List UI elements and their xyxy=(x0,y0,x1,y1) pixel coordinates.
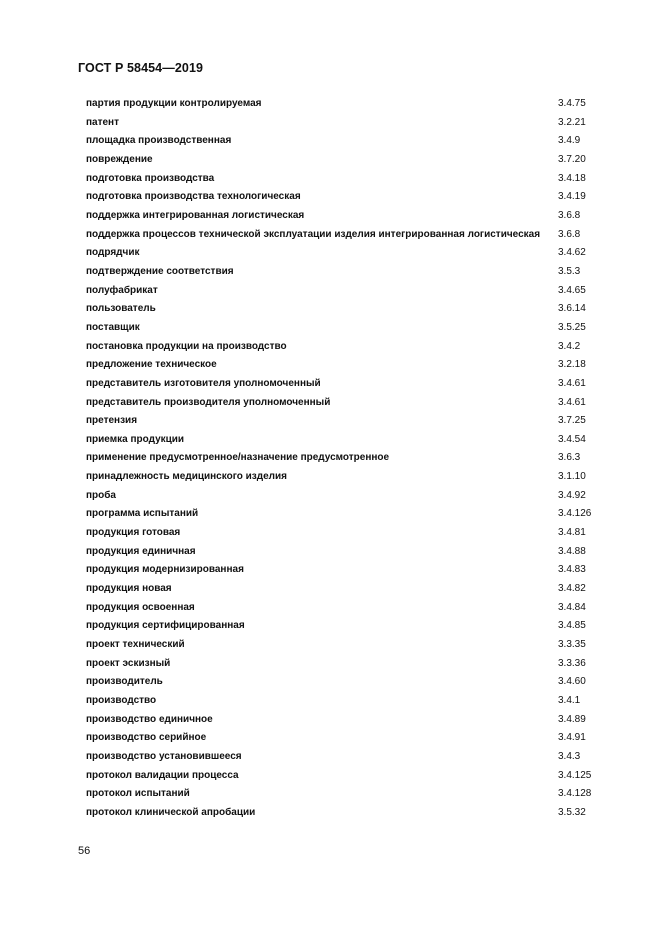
entry-term: протокол испытаний xyxy=(86,788,190,800)
index-entry xyxy=(86,505,606,524)
entry-term: поддержка процессов технической эксплуатации изделия интегрированная логистическая xyxy=(86,228,541,240)
index-entry xyxy=(86,449,606,468)
entry-reference: 3.6.14 xyxy=(558,303,586,315)
entry-reference: 3.4.75 xyxy=(558,98,586,109)
entry-reference: 3.4.125 xyxy=(558,769,592,781)
entry-reference: 3.3.35 xyxy=(558,639,586,651)
entry-reference: 3.6.8 xyxy=(558,209,581,221)
entry-reference: 3.4.62 xyxy=(558,247,586,259)
term-index xyxy=(86,95,606,823)
entry-reference: 3.6.3 xyxy=(558,452,581,464)
entry-term: полуфабрикат xyxy=(86,284,158,296)
index-entry xyxy=(86,468,606,487)
index-entry xyxy=(86,244,606,263)
entry-reference: 3.4.126 xyxy=(558,508,592,520)
entry-term: площадка производственная xyxy=(86,135,232,147)
entry-term: продукция новая xyxy=(86,583,172,595)
index-entry xyxy=(86,151,606,170)
index-entry xyxy=(86,338,606,357)
entry-term: представитель изготовителя уполномоченный xyxy=(86,377,321,389)
entry-reference: 3.1.10 xyxy=(558,471,586,483)
index-entry xyxy=(86,711,606,730)
index-entry xyxy=(86,673,606,692)
entry-reference: 3.4.65 xyxy=(558,284,586,296)
entry-term: проект технический xyxy=(86,639,185,651)
entry-reference: 3.4.61 xyxy=(558,396,586,408)
entry-reference: 3.4.85 xyxy=(558,620,586,632)
entry-reference: 3.5.32 xyxy=(558,806,586,818)
entry-reference: 3.6.8 xyxy=(558,228,581,240)
entry-reference: 3.2.18 xyxy=(558,359,586,371)
entry-term: предложение техническое xyxy=(86,359,217,371)
entry-term: проба xyxy=(86,489,116,501)
index-entry xyxy=(86,300,606,319)
entry-term: приемка продукции xyxy=(86,433,185,445)
entry-term: проект эскизный xyxy=(86,657,171,669)
entry-term: производство установившееся xyxy=(86,750,242,762)
index-entry xyxy=(86,207,606,226)
entry-reference: 3.5.3 xyxy=(558,265,581,277)
index-entry xyxy=(86,319,606,338)
entry-term: поддержка интегрированная логистическая xyxy=(86,209,305,221)
entry-term: продукция сертифицированная xyxy=(86,620,245,632)
index-entry xyxy=(86,394,606,413)
entry-reference: 3.4.18 xyxy=(558,172,586,184)
index-entry xyxy=(86,692,606,711)
entry-reference: 3.4.128 xyxy=(558,788,592,800)
entry-reference: 3.4.9 xyxy=(558,135,581,147)
entry-reference: 3.4.60 xyxy=(558,676,586,688)
index-entry xyxy=(86,804,606,823)
index-entry xyxy=(86,375,606,394)
index-entry xyxy=(86,356,606,375)
entry-term: подготовка производства xyxy=(86,172,215,184)
entry-term: подрядчик xyxy=(86,247,140,259)
index-entry xyxy=(86,282,606,301)
entry-term: представитель производителя уполномоченный xyxy=(86,396,331,408)
entry-term: производство единичное xyxy=(86,713,213,725)
entry-term: производитель xyxy=(86,676,163,688)
entry-term: программа испытаний xyxy=(86,508,199,520)
index-entry xyxy=(86,188,606,207)
entry-term: продукция готовая xyxy=(86,527,181,539)
index-entry xyxy=(86,487,606,506)
index-entry xyxy=(86,599,606,618)
index-entry xyxy=(86,767,606,786)
index-entry xyxy=(86,114,606,133)
entry-term: поставщик xyxy=(86,321,140,333)
index-entry xyxy=(86,655,606,674)
entry-reference: 3.4.61 xyxy=(558,377,586,389)
entry-term: применение предусмотренное/назначение предусмотренное xyxy=(86,452,390,464)
entry-reference: 3.4.3 xyxy=(558,750,581,762)
entry-reference: 3.4.92 xyxy=(558,489,586,501)
entry-term: производство серийное xyxy=(86,732,207,744)
entry-term: партия продукции контролируемая xyxy=(86,98,262,109)
entry-term: постановка продукции на производство xyxy=(86,340,287,352)
index-entry xyxy=(86,748,606,767)
entry-term: продукция модернизированная xyxy=(86,564,244,576)
index-entry xyxy=(86,543,606,562)
entry-term: повреждение xyxy=(86,153,153,165)
entry-term: патент xyxy=(86,116,119,128)
index-entry xyxy=(86,132,606,151)
index-entry xyxy=(86,412,606,431)
entry-term: принадлежность медицинского изделия xyxy=(86,471,288,483)
entry-reference: 3.4.83 xyxy=(558,564,586,576)
index-entry xyxy=(86,226,606,245)
index-entry xyxy=(86,524,606,543)
entry-reference: 3.4.88 xyxy=(558,545,586,557)
index-entry xyxy=(86,617,606,636)
entry-reference: 3.4.2 xyxy=(558,340,581,352)
index-entry xyxy=(86,561,606,580)
index-entry xyxy=(86,636,606,655)
document-header: ГОСТ Р 58454—2019 xyxy=(78,61,204,75)
entry-reference: 3.7.25 xyxy=(558,415,586,427)
index-entry xyxy=(86,580,606,599)
entry-term: пользователь xyxy=(86,303,156,315)
entry-reference: 3.7.20 xyxy=(558,153,586,165)
entry-term: подтверждение соответствия xyxy=(86,265,234,277)
index-entry xyxy=(86,431,606,450)
index-entry xyxy=(86,729,606,748)
entry-reference: 3.5.25 xyxy=(558,321,586,333)
entry-reference: 3.3.36 xyxy=(558,657,586,669)
entry-term: продукция единичная xyxy=(86,545,196,557)
index-entry xyxy=(86,263,606,282)
entry-term: производство xyxy=(86,695,157,706)
entry-reference: 3.4.81 xyxy=(558,527,586,539)
entry-term: претензия xyxy=(86,415,138,427)
entry-reference: 3.4.84 xyxy=(558,601,586,613)
entry-reference: 3.4.91 xyxy=(558,732,586,744)
page-number: 56 xyxy=(78,845,91,857)
entry-reference: 3.4.19 xyxy=(558,191,586,203)
entry-term: продукция освоенная xyxy=(86,601,195,613)
index-entry xyxy=(86,785,606,804)
entry-term: подготовка производства технологическая xyxy=(86,191,301,203)
entry-term: протокол клинической апробации xyxy=(86,806,256,818)
entry-reference: 3.4.54 xyxy=(558,433,586,445)
entry-reference: 3.4.82 xyxy=(558,583,586,595)
index-entry xyxy=(86,95,606,114)
entry-reference: 3.4.89 xyxy=(558,713,586,725)
entry-term: протокол валидации процесса xyxy=(86,769,239,781)
entry-reference: 3.4.1 xyxy=(558,695,581,706)
index-entry xyxy=(86,170,606,189)
entry-reference: 3.2.21 xyxy=(558,116,586,128)
